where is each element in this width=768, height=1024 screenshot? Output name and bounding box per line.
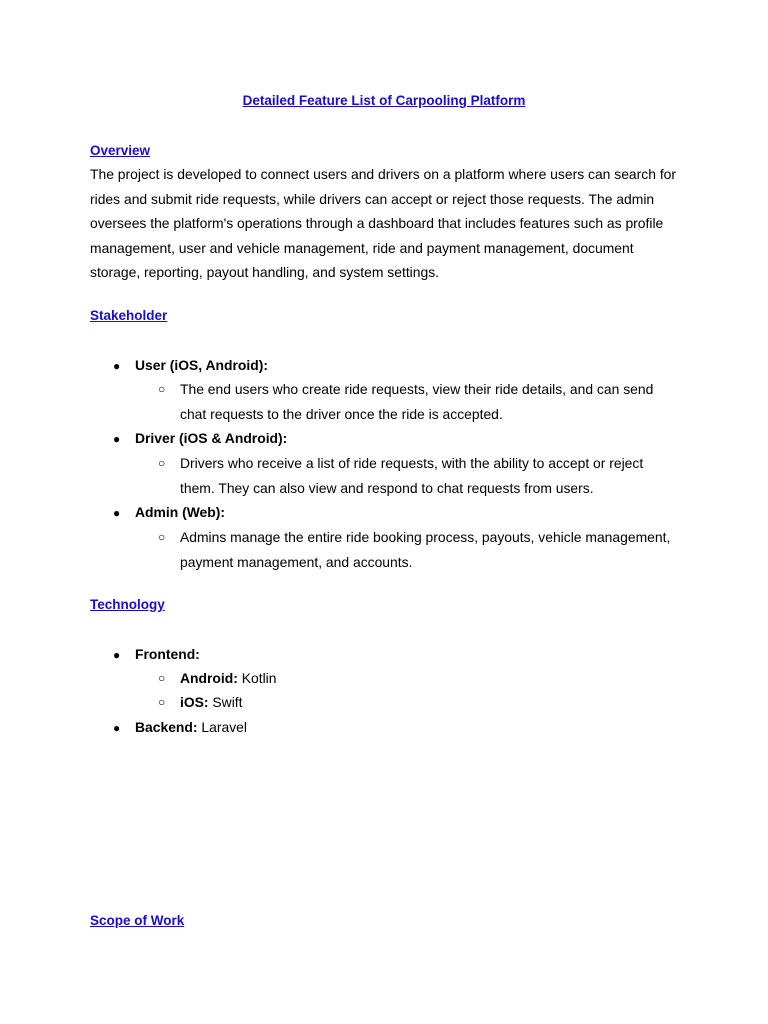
bullet-icon: ● (113, 506, 121, 520)
sub-bullet-icon: ○ (158, 695, 166, 709)
stakeholder-user-label: User (iOS, Android): (135, 357, 268, 373)
list-item (113, 426, 287, 452)
technology-heading[interactable]: Technology (90, 597, 165, 612)
overview-paragraph (90, 162, 690, 285)
list-item (158, 525, 680, 574)
list-item (158, 690, 243, 715)
stakeholder-driver-description (180, 451, 680, 500)
sub-bullet-icon: ○ (158, 671, 166, 685)
description-line: The end users who create ride requests, view their ride details, and can send (180, 381, 654, 397)
list-item (113, 353, 268, 379)
sub-bullet-icon: ○ (158, 456, 166, 470)
description-line: Drivers who receive a list of ride requests, with the ability to accept or reject (180, 455, 644, 471)
bullet-icon: ● (113, 721, 121, 735)
backend-label: Backend: (135, 719, 198, 735)
list-item (113, 642, 200, 668)
description-line: them. They can also view and respond to chat requests from users. (180, 479, 594, 496)
stakeholder-admin-description (180, 525, 680, 574)
sub-bullet-icon: ○ (158, 530, 166, 544)
stakeholder-driver-label: Driver (iOS & Android): (135, 430, 288, 446)
stakeholder-admin-label: Admin (Web): (135, 504, 226, 520)
frontend-label: Frontend: (135, 646, 200, 662)
bullet-icon: ● (113, 648, 121, 662)
backend-value: Laravel (197, 719, 247, 735)
scope-of-work-heading[interactable]: Scope of Work (90, 913, 185, 928)
list-item (113, 715, 247, 741)
bullet-icon: ● (113, 432, 121, 446)
description-line: chat requests to the driver once the ride is accepted. (180, 405, 503, 422)
overview-heading[interactable]: Overview (90, 143, 151, 158)
description-line: Admins manage the entire ride booking process, payouts, vehicle management, (180, 529, 671, 545)
overview-line: management, user and vehicle management, ride and payment management, document (90, 239, 634, 256)
overview-line: The project is developed to connect users and drivers on a platform where users can search for (90, 166, 677, 182)
overview-line: storage, reporting, payout handling, and system settings. (90, 264, 440, 280)
overview-line: oversees the platform's operations through a dashboard that includes features such as profile (90, 215, 664, 231)
description-line: payment management, and accounts. (180, 553, 413, 570)
stakeholder-user-description (180, 377, 680, 426)
ios-label: iOS: (180, 694, 209, 710)
overview-line: rides and submit ride requests, while drivers can accept or reject those requests. The admin (90, 190, 655, 207)
ios-value: Swift (208, 694, 243, 710)
stakeholder-heading[interactable]: Stakeholder (90, 308, 168, 323)
sub-bullet-icon: ○ (158, 382, 166, 396)
list-item (158, 666, 276, 691)
list-item (158, 377, 680, 426)
android-label: Android: (180, 670, 238, 686)
list-item (158, 451, 680, 500)
bullet-icon: ● (113, 359, 121, 373)
android-value: Kotlin (237, 670, 277, 686)
document-title[interactable]: Detailed Feature List of Carpooling Platform (242, 93, 526, 108)
list-item (113, 500, 225, 526)
